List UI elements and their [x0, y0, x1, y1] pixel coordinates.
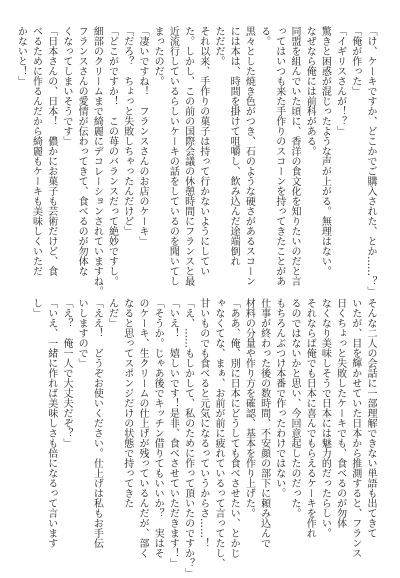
lower-line: いしますので」	[76, 298, 88, 368]
lower-line: 「ええ！ どうぞお使いください。仕上げは私もお手伝	[91, 298, 103, 548]
lower-line: 「え？ 俺一人で大丈夫だぞ？」	[60, 298, 72, 448]
text-block-lower	[22, 298, 378, 578]
lower-line: 甘いものでも食べると元気になるっていうからさ……！	[197, 298, 209, 548]
lower-line: 「いえ、一緒に作れば美味しさも倍になるって言います	[45, 298, 57, 548]
lower-line: もちろんぶつけ本番で作ったわけではない。	[273, 298, 285, 498]
lower-line: そんな二人の会話に一部理解できない単語も出てきて	[365, 298, 376, 538]
lower-line: ゃなくてな、まぁ、お前が前に疲れているって言ってたし、	[212, 298, 224, 568]
lower-line: 「ああ、俺、別に日本にどうしても食べさせたい、とかじ	[228, 298, 240, 558]
lower-line: 「え、……もしかして、私のために作って頂いたのですか？」	[182, 298, 194, 578]
upper-line: 近流行しているらしいケーキの話をしているのを聞いてし	[167, 26, 179, 286]
lower-line: 仕事が終わった後の数時間、不安顔の部下に頼み込んで	[258, 298, 270, 548]
upper-line: フランスさんの愛情が伝わってきて、食べるのが勿体な	[76, 26, 88, 276]
lower-line: のケーキ、生クリームの仕上げが残っているんだが、部く	[136, 298, 148, 558]
upper-line: 驚きと困惑が混じったような声が上がる。無理はない。	[319, 26, 331, 276]
lower-line: し」	[30, 298, 42, 318]
lower-line: いたが、目を輝かせていた日本から推測すると、フランス	[349, 298, 361, 558]
upper-line: なぜなら俺には前科がある。	[304, 26, 316, 156]
lower-line: それならば俺でも日本に喜んでもらえるケーキを作れ	[304, 298, 316, 538]
upper-line: 「け、ケーキですか、どこかでご購入された、とか……？」	[365, 26, 376, 296]
lower-line: るのではないかと思い、今回意起したのだった。	[288, 298, 300, 518]
lower-line: 「そうか。じゃあ後でキッチン借りてもいいか？ 実はそ	[152, 298, 164, 558]
lower-line: なくなり美味しそうで日本には魅力的だったらしい。	[319, 298, 331, 538]
upper-line: 細部のクリームまで綺麗にデコレーションされていますね。	[91, 26, 103, 296]
lower-line: んだ」	[106, 298, 118, 328]
upper-line: 「俺が作った」	[349, 26, 361, 96]
upper-line: べるために作るんだから綺麗もケーキも美味しくいただ	[30, 26, 42, 276]
upper-line: 「どこがですか！ この苺のバランスだって絶妙ですし。	[106, 26, 118, 286]
upper-line: ただだ。	[212, 26, 224, 66]
text-block-upper	[15, 26, 378, 296]
upper-line: 同盟を組んでいた頃に、香洋の食文化を知りたいのだと言	[288, 26, 300, 286]
upper-line: には本は、時間を掛けて咀嚼し、飲み込んだ途端倒れ	[228, 26, 240, 266]
upper-line: それ以来、手作りの菓子は持って行かないようにしてい	[197, 26, 209, 276]
lower-line: 日くちょっと失敗したケーキでも、食べるのが勿体	[334, 298, 346, 528]
upper-line: まったのだ。	[152, 26, 164, 86]
lower-line: 「いえ！ 嬉しいです！是非、食べさせていただきます！」	[167, 298, 179, 568]
upper-line: た。しかし、この前の国際会議の休憩時間にフランスと最	[182, 26, 194, 286]
lower-line: なると思ってスポンジだけの状態で持ってきた	[121, 298, 133, 508]
lower-line: 材料の分量や作り方を確認、基本を作り上げた。	[243, 298, 255, 518]
upper-line: 「だろ？ ちょっと失敗しちゃったんだけど」	[121, 26, 133, 236]
upper-line: ってはいつも来た手作りのスコーンを持ってきたことがあ	[273, 26, 285, 286]
upper-line: 「日本さんの、日本！ 儂かにお菓子も芸術だけど、食	[45, 26, 57, 276]
upper-line: くなってしまいそうです」	[60, 26, 72, 146]
upper-line: る。	[258, 26, 270, 46]
upper-line: かないと！」	[15, 26, 27, 86]
upper-line: 「凄いですね！ フランスさんのお店のケーキ」	[136, 26, 148, 246]
upper-line: 黒々とした焼き色がつき、石のような硬さがあるスコーン	[243, 26, 255, 286]
upper-line: 「イギリスさんが！？」	[334, 26, 346, 136]
